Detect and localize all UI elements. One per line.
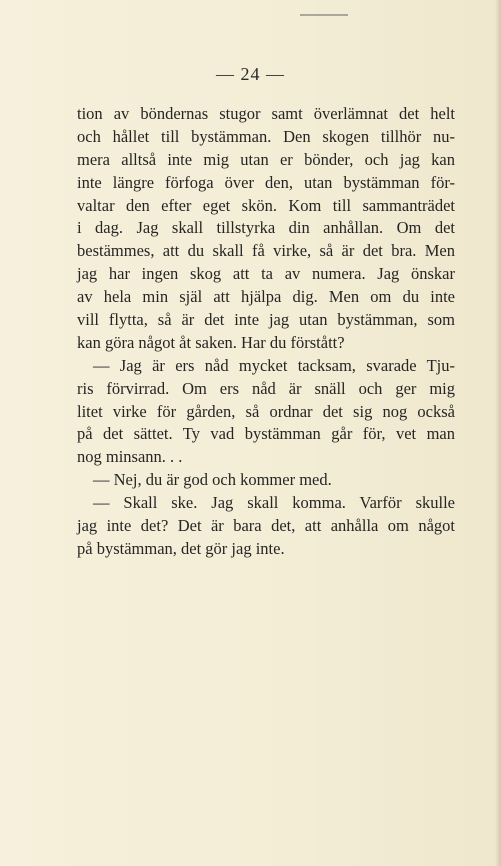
text-line: vill flytta, så är det inte jag utan bystämman, som [77, 310, 455, 330]
text-line: — Jag är ers nåd mycket tacksam, svarade Tju- [93, 355, 455, 375]
text-line: mera alltså inte mig utan er bönder, och jag kan [77, 149, 455, 169]
text-line: inte längre förfoga över den, utan bystämman för- [77, 172, 455, 192]
text-line: — Skall ske. Jag skall komma. Varför skulle [93, 493, 455, 513]
text-line: jag inte det? Det är bara det, att anhålla om något [77, 516, 455, 536]
text-line: jag har ingen skog att ta av numera. Jag önskar [77, 264, 455, 284]
text-line: på det sättet. Ty vad bystämman går för, vet man [77, 424, 455, 444]
text-line: — Nej, du är god och kommer med. [93, 470, 332, 490]
text-line: av hela min själ att hjälpa dig. Men om du inte [77, 287, 455, 307]
body-text [77, 103, 455, 561]
text-line: bestämmes, att du skall få virke, så är det bra. Men [77, 241, 455, 261]
text-line: och hållet till bystämman. Den skogen tillhör nu- [77, 126, 455, 146]
page-edge-shadow [495, 0, 501, 866]
text-line: valtar den efter eget skön. Kom till sammanträdet [77, 195, 455, 215]
page-number: — 24 — [216, 64, 285, 84]
text-line: nog minsann. . . [77, 447, 183, 467]
text-line: på bystämman, det gör jag inte. [77, 538, 285, 558]
text-line: i dag. Jag skall tillstyrka din anhållan. Om det [77, 218, 455, 238]
top-edge-mark [300, 14, 348, 16]
text-line: tion av böndernas stugor samt överlämnat det helt [77, 104, 455, 123]
text-line: ris förvirrad. Om ers nåd är snäll och ger mig [77, 378, 455, 398]
text-line: kan göra något åt saken. Har du förstått? [77, 332, 345, 352]
text-line: litet virke för gården, så ordnar det sig nog också [77, 401, 455, 421]
